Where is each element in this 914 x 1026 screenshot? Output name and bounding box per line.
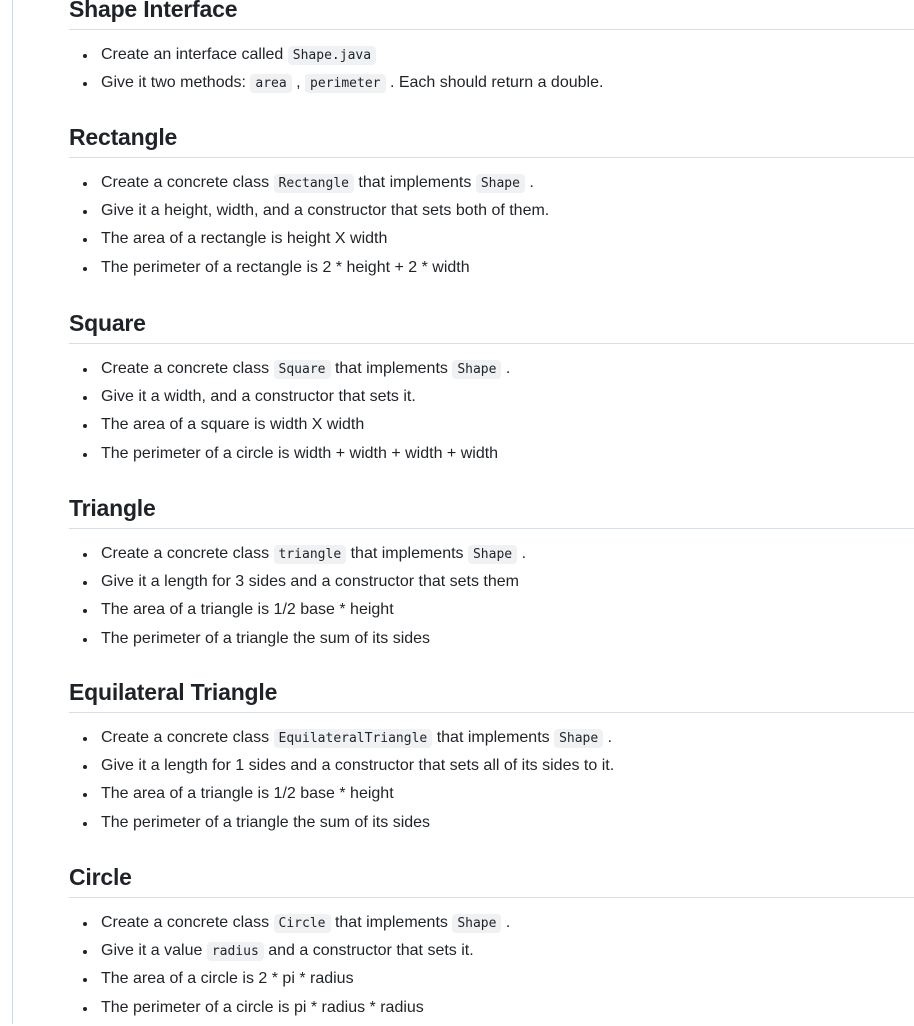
bullet-list xyxy=(69,45,914,93)
item-text: The area of a square is width X width xyxy=(101,416,365,434)
item-text: . xyxy=(603,729,613,746)
item-text: . xyxy=(517,545,527,562)
item-text: that implements xyxy=(330,360,453,377)
inline-code: Circle xyxy=(274,914,331,933)
item-text: Give it a width, and a constructor that sets it. xyxy=(101,388,416,406)
list-item xyxy=(69,415,914,435)
inline-code: area xyxy=(250,74,291,93)
item-text: that implements xyxy=(330,914,453,931)
inline-code: Shape xyxy=(452,914,501,933)
item-text: The perimeter of a circle is width + width + width + width xyxy=(101,444,499,462)
item-text: Give it a height, width, and a constructor that sets both of them. xyxy=(101,202,550,220)
list-item xyxy=(69,784,914,804)
list-item xyxy=(69,387,914,407)
section-heading: Square xyxy=(69,309,914,344)
item-text: . Each should return a double. xyxy=(385,74,604,92)
list-item xyxy=(69,572,914,592)
item-text: Give it a value xyxy=(101,942,207,960)
item-text: . xyxy=(524,174,534,191)
list-item xyxy=(69,201,914,221)
list-item xyxy=(69,728,914,748)
bullet-list xyxy=(69,728,914,833)
section-shape-interface xyxy=(69,0,914,101)
inline-code: radius xyxy=(207,942,264,961)
item-text: The area of a triangle is 1/2 base * height xyxy=(101,601,394,619)
inline-code: triangle xyxy=(274,545,347,564)
item-text: The perimeter of a triangle the sum of its sides xyxy=(101,629,431,647)
section-heading: Circle xyxy=(69,863,914,898)
inline-code: Shape xyxy=(452,360,501,379)
list-item xyxy=(69,73,914,93)
item-text: Create a concrete class xyxy=(101,729,274,746)
list-item xyxy=(69,756,914,776)
item-text: The area of a circle is 2 * pi * radius xyxy=(101,970,354,988)
item-text: The area of a rectangle is height X width xyxy=(101,230,388,248)
inline-code: Shape xyxy=(476,174,525,193)
list-item xyxy=(69,45,914,65)
list-item xyxy=(69,173,914,193)
list-item xyxy=(69,258,914,278)
section-rectangle xyxy=(69,123,914,286)
section-heading: Equilateral Triangle xyxy=(69,678,914,713)
item-text: Create a concrete class xyxy=(101,914,274,931)
item-text: that implements xyxy=(353,174,476,191)
list-item xyxy=(69,359,914,379)
list-item xyxy=(69,913,914,933)
list-item xyxy=(69,629,914,649)
item-text: that implements xyxy=(346,545,468,562)
list-item xyxy=(69,444,914,464)
item-text: The perimeter of a rectangle is 2 * height + 2 * width xyxy=(101,258,470,276)
item-text: The area of a triangle is 1/2 base * height xyxy=(101,785,394,803)
inline-code: Square xyxy=(274,360,331,379)
inline-code: perimeter xyxy=(305,74,385,93)
inline-code: Shape xyxy=(554,729,603,748)
bullet-list xyxy=(69,173,914,278)
list-item xyxy=(69,998,914,1018)
item-text: Create a concrete class xyxy=(101,174,274,191)
section-square xyxy=(69,309,914,472)
item-text: . xyxy=(501,914,511,931)
bullet-list xyxy=(69,544,914,649)
section-equilateral-triangle xyxy=(69,678,914,841)
inline-code: Rectangle xyxy=(274,174,354,193)
section-heading: Shape Interface xyxy=(69,0,914,30)
list-item xyxy=(69,969,914,989)
bullet-list xyxy=(69,359,914,464)
list-item xyxy=(69,813,914,833)
list-item xyxy=(69,229,914,249)
item-text: Create a concrete class xyxy=(101,545,274,562)
list-item xyxy=(69,941,914,961)
item-text: Give it two methods: xyxy=(101,74,251,92)
item-text: The perimeter of a circle is pi * radius * radius xyxy=(101,998,424,1016)
item-text: Give it a length for 1 sides and a constructor that sets all of its sides to it. xyxy=(101,757,615,775)
item-text: and a constructor that sets it. xyxy=(263,942,474,960)
item-text: that implements xyxy=(432,729,555,746)
inline-code: Shape xyxy=(468,545,517,564)
section-circle xyxy=(69,863,914,1026)
item-text: The perimeter of a triangle the sum of its sides xyxy=(101,813,431,831)
item-text: Create an interface called xyxy=(101,46,288,63)
item-text: Create a concrete class xyxy=(101,360,274,377)
section-heading: Triangle xyxy=(69,494,914,529)
left-border xyxy=(12,0,13,1024)
inline-code: EquilateralTriangle xyxy=(274,729,433,748)
item-text: Give it a length for 3 sides and a constructor that sets them xyxy=(101,573,519,591)
inline-code: Shape.java xyxy=(288,46,376,65)
list-item xyxy=(69,600,914,620)
section-triangle xyxy=(69,494,914,657)
item-text: , xyxy=(291,74,306,92)
bullet-list xyxy=(69,913,914,1018)
item-text: . xyxy=(501,360,511,377)
section-heading: Rectangle xyxy=(69,123,914,158)
list-item xyxy=(69,544,914,564)
